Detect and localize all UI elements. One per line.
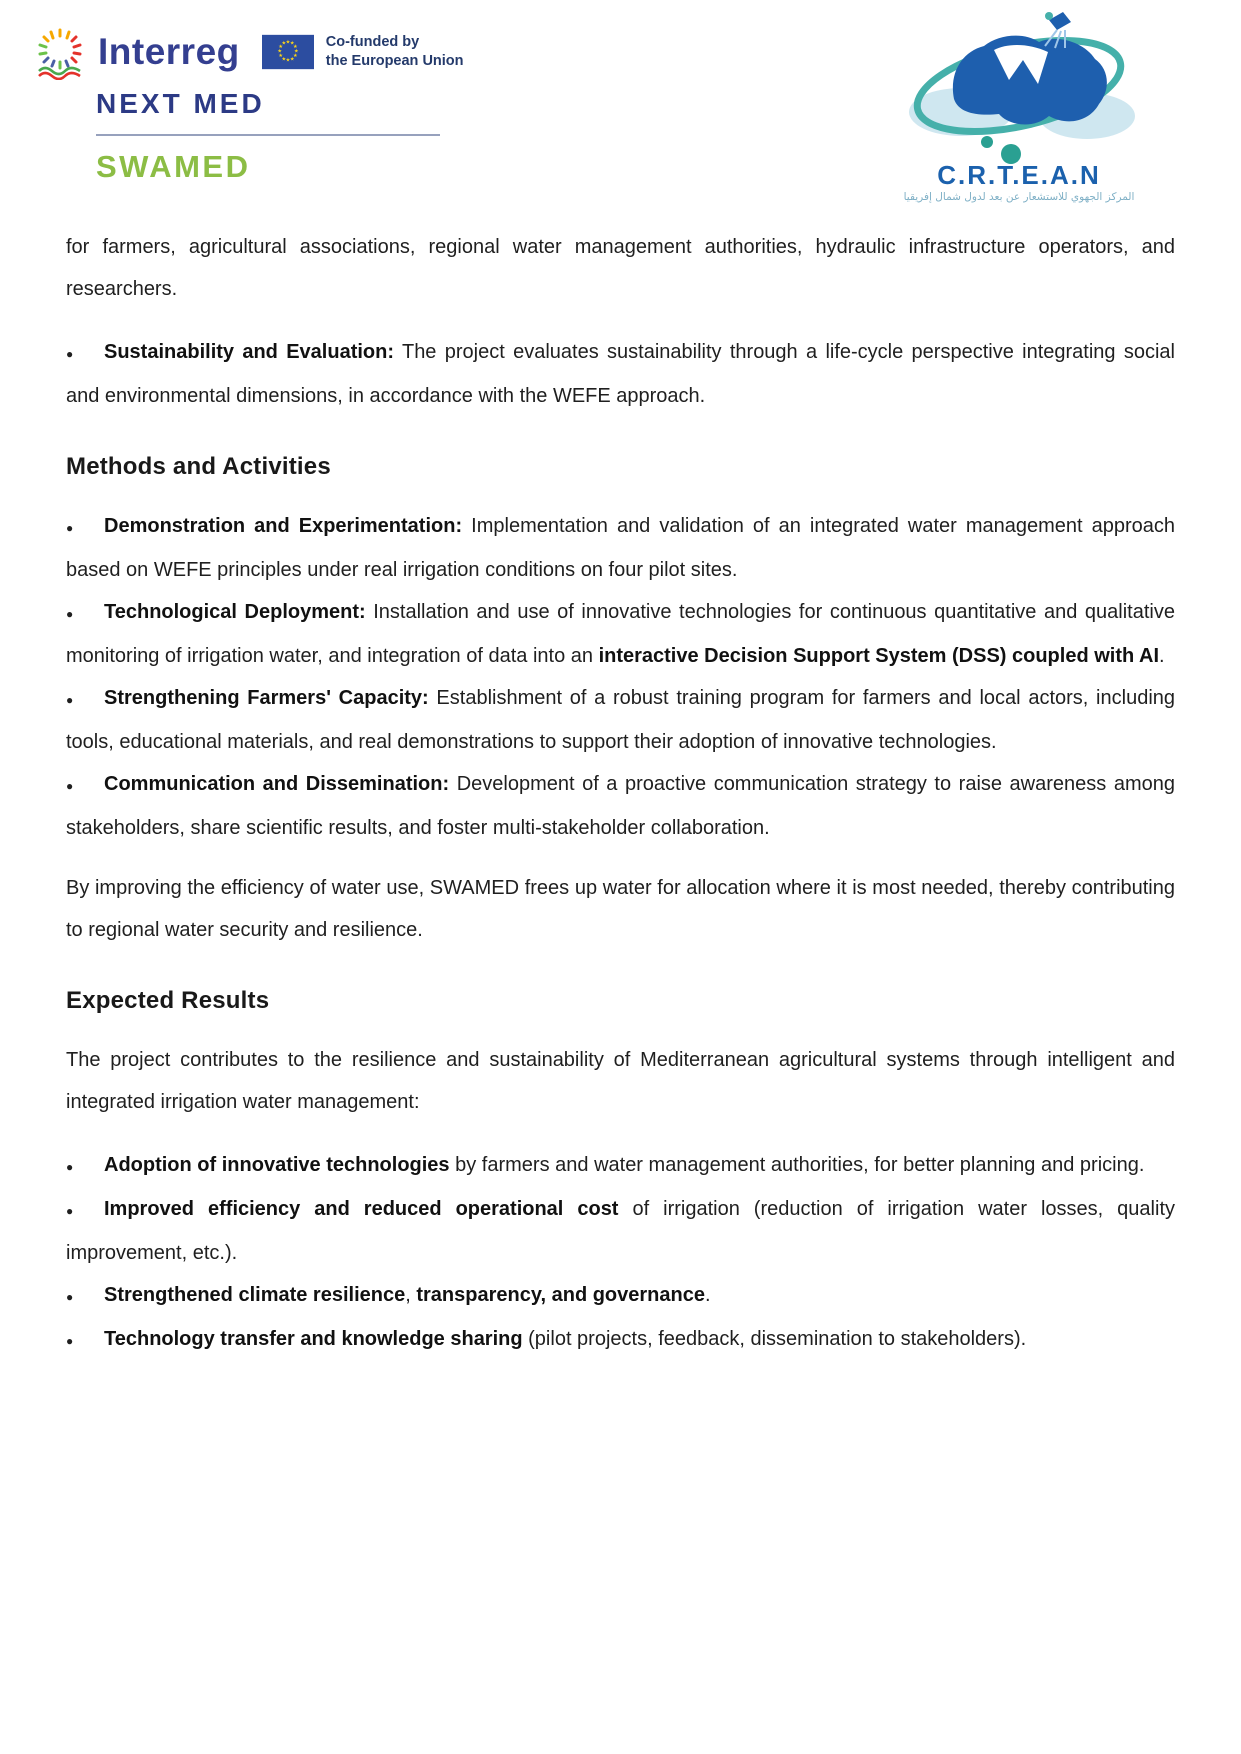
bullet-lead: Strengthening Farmers' Capacity: <box>104 687 429 710</box>
crtean-logo-block <box>893 4 1145 204</box>
svg-text:★: ★ <box>281 56 286 63</box>
eu-cofunded-line1: Co-funded by <box>325 34 420 51</box>
bullet-icon: ● <box>66 607 74 622</box>
bullet-text: of irrigation (reduction of irrigation water losses, quality improvement, etc.). <box>66 1198 1175 1265</box>
interreg-logo-row <box>34 24 464 80</box>
crtean-arabic-name: المركز الجهوي للاستشعار عن بعد لدول شمال إفريقيا <box>903 191 1135 203</box>
bullet-icon: ● <box>66 1290 74 1305</box>
program-name: NEXT MED <box>96 88 265 119</box>
document-header <box>0 0 1241 212</box>
impact-paragraph: By improving the efficiency of water use, SWAMED frees up water for allocation where it is most needed, thereby contributing to regional water security and resilience. <box>66 877 1175 942</box>
bullet-communication <box>66 763 1175 849</box>
interreg-wordmark: Interreg <box>98 31 240 72</box>
project-name: SWAMED <box>96 149 251 184</box>
bullet-technological-deployment <box>66 591 1175 677</box>
bullet-demonstration <box>66 505 1175 591</box>
results-intro-paragraph: The project contributes to the resilience and sustainability of Mediterranean agricultural systems through intelligent and integrated irrigation water management: <box>66 1049 1175 1114</box>
bullet-lead: Strengthened climate resilience <box>104 1284 406 1307</box>
eu-cofunded-block <box>262 33 464 71</box>
bullet-sustainability-evaluation <box>66 331 1175 417</box>
bullet-lead: Improved efficiency and reduced operational cost <box>104 1198 619 1221</box>
svg-text:★: ★ <box>285 39 291 46</box>
bullet-bold-tail: transparency, and governance <box>416 1284 705 1307</box>
bullet-icon: ● <box>66 1160 74 1175</box>
svg-text:★: ★ <box>277 48 282 55</box>
svg-text:★: ★ <box>281 40 286 47</box>
bullet-icon: ● <box>66 347 74 361</box>
bullet-end: . <box>1159 645 1165 668</box>
bullet-icon: ● <box>66 521 74 536</box>
bullet-icon: ● <box>66 779 74 794</box>
eu-flag-icon <box>262 34 314 70</box>
bullet-text: by farmers and water management authorities, for better planning and pricing. <box>449 1154 1145 1177</box>
bullet-icon: ● <box>66 693 74 708</box>
svg-text:★: ★ <box>292 53 298 60</box>
bullet-farmers-capacity <box>66 677 1175 763</box>
svg-text:★: ★ <box>278 53 283 60</box>
methods-heading: Methods and Activities <box>66 453 331 480</box>
results-heading: Expected Results <box>66 987 270 1015</box>
bullet-text: Implementation and validation of an integrated water management approach based on WEFE principles under real irrigation conditions on four pilot sites. <box>66 515 1176 582</box>
eu-cofunded-label <box>326 33 464 71</box>
svg-text:★: ★ <box>285 57 291 64</box>
svg-text:★: ★ <box>289 56 295 63</box>
intro-continuation-paragraph: for farmers, agricultural associations, regional water management authorities, hydraulic infrastructure operators, and researchers. <box>66 236 1175 300</box>
bullet-text: Establishment of a robust training program for farmers and local actors, including tools, educational materials, and real demonstrations to support their adoption of innovative technologies. <box>66 687 1176 754</box>
bullet-lead: Demonstration and Experimentation: <box>104 515 463 538</box>
interreg-logo-block <box>34 24 464 185</box>
header-divider <box>96 134 440 136</box>
bullet-lead: Sustainability and Evaluation: <box>104 341 395 363</box>
bullet-icon: ● <box>66 1334 74 1349</box>
svg-text:★: ★ <box>289 40 295 47</box>
svg-text:★: ★ <box>292 43 298 50</box>
interreg-sun-icon <box>34 24 86 80</box>
bullet-icon: ● <box>66 1204 74 1219</box>
bullet-technology-transfer <box>66 1318 1175 1362</box>
bullet-text: Development of a proactive communication strategy to raise awareness among stakeholders, share scientific results, and foster multi-stakeholder collaboration. <box>66 773 1175 840</box>
bullet-lead: Communication and Dissemination: <box>104 773 450 796</box>
bullet-improved-efficiency <box>66 1188 1175 1274</box>
svg-text:★: ★ <box>278 43 283 50</box>
bullet-text: The project evaluates sustainability through a life-cycle perspective integrating social and environmental dimensions, in accordance with the WEFE approach. <box>66 341 1175 407</box>
svg-text:★: ★ <box>293 48 299 55</box>
bullet-lead: Adoption of innovative technologies <box>104 1154 450 1177</box>
bullet-mid: , <box>405 1284 417 1307</box>
bullet-lead: Technological Deployment: <box>104 601 366 624</box>
crtean-logo <box>893 4 1145 204</box>
bullet-end: . <box>704 1284 711 1307</box>
eu-cofunded-line2: the European Union <box>325 53 464 69</box>
bullet-lead: Technology transfer and knowledge sharing <box>104 1328 523 1351</box>
bullet-bold-tail: interactive Decision Support System (DSS) coupled with AI <box>598 645 1160 668</box>
crtean-name: C.R.T.E.A.N <box>937 160 1101 190</box>
document-body <box>0 226 1241 1422</box>
bullet-text: (pilot projects, feedback, dissemination to stakeholders). <box>522 1328 1027 1351</box>
bullet-adoption-technologies <box>66 1144 1175 1188</box>
bullet-climate-resilience <box>66 1274 1175 1318</box>
bullet-text: Installation and use of innovative technologies for continuous quantitative and qualitative monitoring of irrigation water, and integration of data into an <box>66 601 1175 668</box>
